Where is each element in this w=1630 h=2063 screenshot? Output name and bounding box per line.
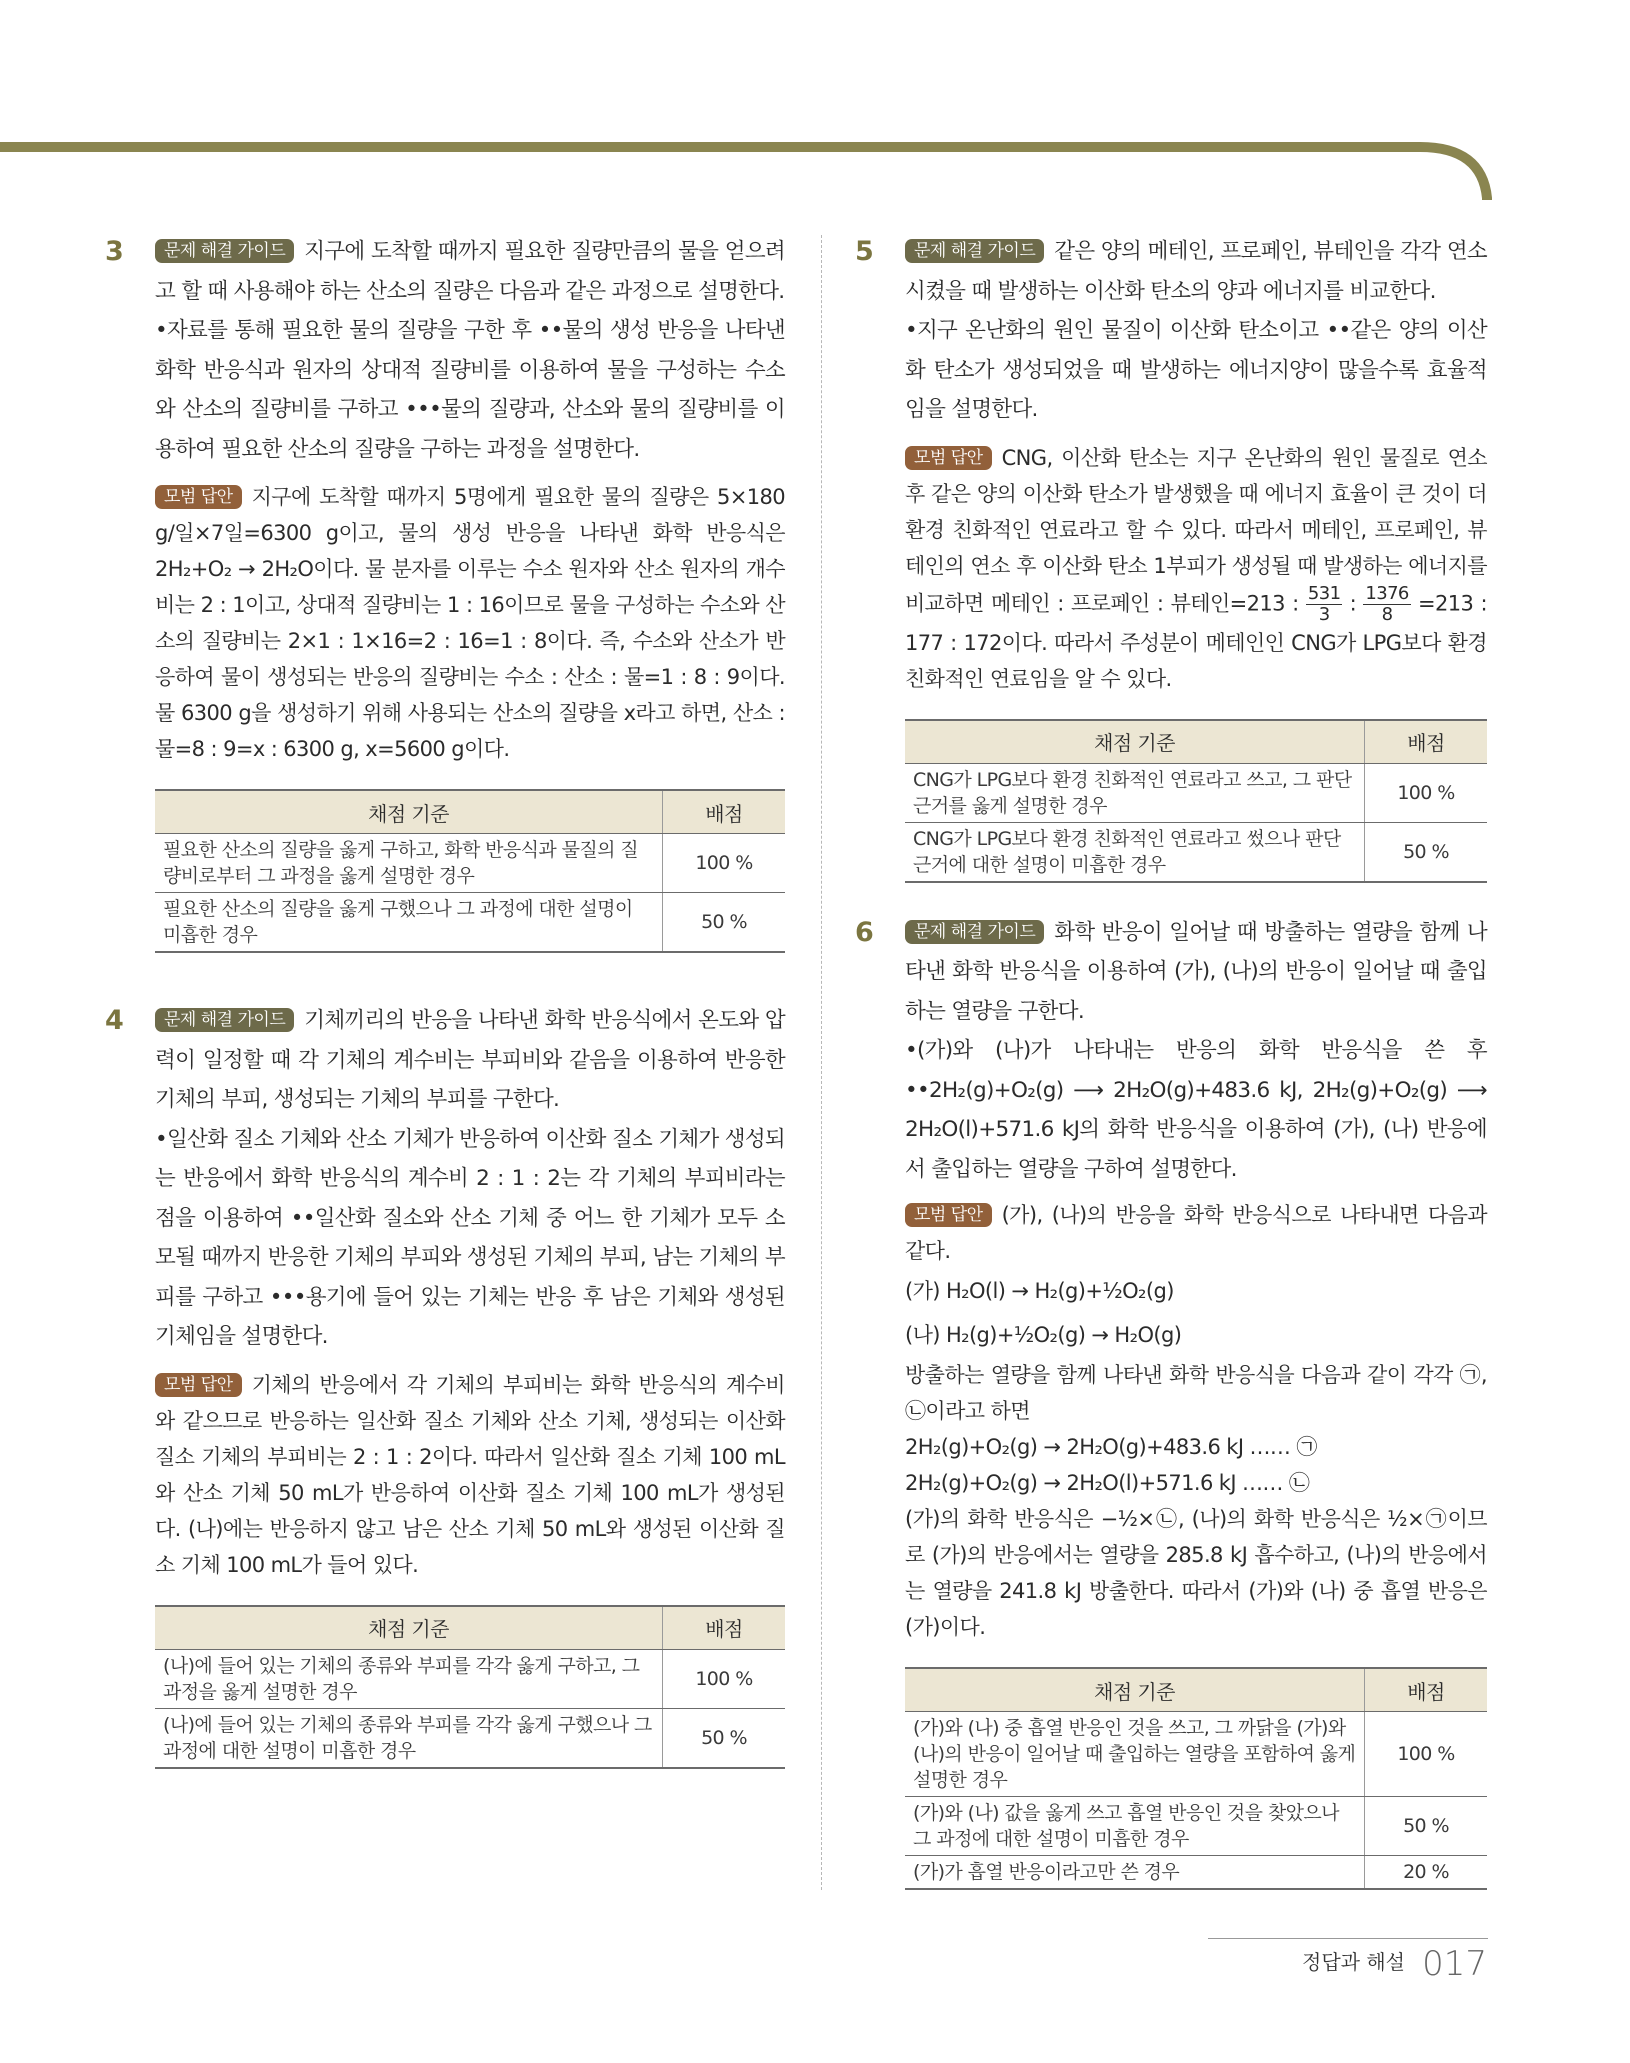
model-tag: 모범 답안 <box>905 1203 992 1227</box>
model-tag: 모범 답안 <box>155 485 242 509</box>
score-header: 배점 <box>663 790 786 834</box>
guide-paragraph: 문제 해결 가이드 화학 반응이 일어날 때 방출하는 열량을 함께 나타낸 화학 반응식을 이용하여 (가), (나)의 반응이 일어날 때 출입하는 열량을 구한다. <box>905 919 1487 1024</box>
guide-paragraph: 문제 해결 가이드 같은 양의 메테인, 프로페인, 뷰테인을 각각 연소시켰을 때 발생하는 이산화 탄소의 양과 에너지를 비교한다. <box>905 239 1487 304</box>
score-header: 배점 <box>1365 720 1488 764</box>
page-footer <box>1302 1944 1487 1984</box>
table-row: CNG가 LPG보다 환경 친화적인 연료라고 썼으나 판단 근거에 대한 설명이 미흡한 경우 50 % <box>905 822 1487 882</box>
score-header: 배점 <box>1365 1668 1488 1712</box>
equation-na: (나) H₂(g)+½O₂(g) → H₂O(g) <box>905 1323 1182 1347</box>
guide-steps: •(가)와 (나)가 나타내는 반응의 화학 반응식을 쓴 후 ••2H₂(g)+O₂(g) ⟶ 2H₂O(g)+483.6 kJ, 2H₂(g)+O₂(g) ⟶ 2H₂O(l)+571.6 kJ의 화학 반응식을 이용하여 (가), (나) 반응에서 출입하는 열량을 구하여 설명한다. <box>905 1038 1487 1182</box>
fraction: $\frac{1376}{8}$ <box>1365 582 1409 625</box>
model-answer: 모범 답안 CNG, 이산화 탄소는 지구 온난화의 원인 물질로 연소 후 같은 양의 이산화 탄소가 발생했을 때 에너지 효율이 큰 것이 더 환경 친화적인 연료라고 할 수 있다. 따라서 메테인, 프로페인, 뷰테인의 연소 후 이산화 탄소 1부피가 생성될 때 발생하는 에너지를 비교하면 메테인 : 프로페인 : 뷰테인=213 : $\frac{531}{3}$ : $\frac{1376}{8}$ =213 : 177 : 172이다. 따라서 주성분이 메테인인 CNG가 LPG보다 환경 친화적인 연료임을 알 수 있다. <box>905 445 1487 691</box>
guide-paragraph: 문제 해결 가이드 기체끼리의 반응을 나타낸 화학 반응식에서 온도와 압력이 일정할 때 각 기체의 계수비는 부피비와 같음을 이용하여 반응한 기체의 부피, 생성되는 기체의 부피를 구한다. <box>155 1008 785 1112</box>
question-number: 4 <box>105 1005 124 1036</box>
scoring-table <box>155 1605 785 1769</box>
table-row: (나)에 들어 있는 기체의 종류와 부피를 각각 옳게 구했으나 그 과정에 대한 설명이 미흡한 경우 50 % <box>155 1708 785 1768</box>
question-5 <box>855 232 1487 883</box>
table-row: 필요한 산소의 질량을 옳게 구하고, 화학 반응식과 물질의 질량비로부터 그 과정을 옳게 설명한 경우 100 % <box>155 834 785 893</box>
guide-steps: •자료를 통해 필요한 물의 질량을 구한 후 ••물의 생성 반응을 나타낸 화학 반응식과 원자의 상대적 질량비를 이용하여 물을 구성하는 수소와 산소의 질량비를 구하고 •••물의 질량과, 산소와 물의 질량비를 이용하여 필요한 산소의 질량을 구하는 과정을 설명한다. <box>155 318 785 462</box>
guide-tag: 문제 해결 가이드 <box>155 1008 294 1032</box>
question-number: 3 <box>105 236 124 267</box>
guide-steps: •지구 온난화의 원인 물질이 이산화 탄소이고 ••같은 양의 이산화 탄소가 생성되었을 때 발생하는 에너지양이 많을수록 효율적임을 설명한다. <box>905 318 1487 422</box>
table-row: (가)와 (나) 값을 옳게 쓰고 흡열 반응인 것을 찾았으나 그 과정에 대한 설명이 미흡한 경우 50 % <box>905 1797 1487 1856</box>
model-answer: 모범 답안 기체의 반응에서 각 기체의 부피비는 화학 반응식의 계수비와 같으므로 반응하는 일산화 질소 기체와 산소 기체, 생성되는 이산화 질소 기체의 부피비는 2 : 1 : 2이다. 따라서 일산화 질소 기체 100 mL와 산소 기체 50 mL가 반응하여 이산화 질소 기체 100 mL가 생성된다. (나)에는 반응하지 않고 남은 산소 기체 50 mL와 생성된 이산화 질소 기체 100 mL가 들어 있다. <box>155 1372 785 1577</box>
column-divider <box>821 235 822 1890</box>
scoring-table <box>905 1667 1487 1890</box>
model-tag: 모범 답안 <box>905 446 992 470</box>
criteria-header: 채점 기준 <box>905 720 1365 764</box>
guide-tag: 문제 해결 가이드 <box>905 920 1044 944</box>
question-4 <box>105 1001 785 1769</box>
question-number: 5 <box>855 236 874 267</box>
equation-ga: (가) H₂O(l) → H₂(g)+½O₂(g) <box>905 1279 1174 1303</box>
right-column <box>855 232 1487 1890</box>
criteria-header: 채점 기준 <box>155 790 663 834</box>
footer-label: 정답과 해설 <box>1302 1950 1405 1974</box>
guide-paragraph: 문제 해결 가이드 지구에 도착할 때까지 필요한 질량만큼의 물을 얻으려고 할 때 사용해야 하는 산소의 질량은 다음과 같은 과정으로 설명한다. <box>155 239 785 304</box>
model-tag: 모범 답안 <box>155 1373 242 1397</box>
equation-1: 2H₂(g)+O₂(g) → 2H₂O(g)+483.6 kJ …… ㉠ <box>905 1435 1317 1459</box>
model-answer: 모범 답안 (가), (나)의 반응을 화학 반응식으로 나타내면 다음과 같다. <box>905 1203 1487 1263</box>
fraction: $\frac{531}{3}$ <box>1307 582 1341 625</box>
criteria-header: 채점 기준 <box>155 1606 663 1650</box>
score-header: 배점 <box>663 1606 786 1650</box>
table-row: CNG가 LPG보다 환경 친화적인 연료라고 쓰고, 그 판단 근거를 옳게 설명한 경우 100 % <box>905 763 1487 822</box>
question-number: 6 <box>855 916 874 948</box>
page-number: 017 <box>1422 1944 1487 1984</box>
question-6 <box>855 913 1487 1891</box>
scoring-table <box>155 789 785 953</box>
table-row: (나)에 들어 있는 기체의 종류와 부피를 각각 옳게 구하고, 그 과정을 옳게 설명한 경우 100 % <box>155 1649 785 1708</box>
table-row: (가)가 흡열 반응이라고만 쓴 경우 20 % <box>905 1856 1487 1890</box>
left-column <box>105 232 785 1769</box>
guide-tag: 문제 해결 가이드 <box>905 239 1044 263</box>
footer-rule <box>1208 1938 1488 1939</box>
model-answer: 모범 답안 지구에 도착할 때까지 5명에게 필요한 물의 질량은 5×180 g/일×7일=6300 g이고, 물의 생성 반응을 나타낸 화학 반응식은 2H₂+O₂ → 2H₂O이다. 물 분자를 이루는 수소 원자와 산소 원자의 개수비는 2 : 1이고, 상대적 질량비는 1 : 16이므로 물을 구성하는 수소와 산소의 질량비는 2×1 : 1×16=2 : 16=1 : 8이다. 즉, 수소와 산소가 반응하여 물이 생성되는 반응의 질량비는 수소 : 산소 : 물=1 : 8 : 9이다. 물 6300 g을 생성하기 위해 사용되는 산소의 질량을 x라고 하면, 산소 : 물=8 : 9=x : 6300 g, x=5600 g이다. <box>155 485 785 761</box>
equation-2: 2H₂(g)+O₂(g) → 2H₂O(l)+571.6 kJ …… ㉡ <box>905 1471 1310 1495</box>
question-3 <box>105 232 785 953</box>
table-row: 필요한 산소의 질량을 옳게 구했으나 그 과정에 대한 설명이 미흡한 경우 50 % <box>155 893 785 953</box>
guide-steps: •일산화 질소 기체와 산소 기체가 반응하여 이산화 질소 기체가 생성되는 반응에서 화학 반응식의 계수비 2 : 1 : 2는 각 기체의 부피비라는 점을 이용하여 ••일산화 질소와 산소 기체 중 어느 한 기체가 모두 소모될 때까지 반응한 기체의 부피와 생성된 기체의 부피, 남는 기체의 부피를 구하고 •••용기에 들어 있는 기체는 반응 후 남은 기체와 생성된 기체임을 설명한다. <box>155 1126 785 1349</box>
table-row: (가)와 (나) 중 흡열 반응인 것을 쓰고, 그 까닭을 (가)와 (나)의 반응이 일어날 때 출입하는 열량을 포함하여 옳게 설명한 경우 100 % <box>905 1712 1487 1797</box>
guide-tag: 문제 해결 가이드 <box>155 239 294 263</box>
scoring-table <box>905 719 1487 883</box>
answer-middle: 방출하는 열량을 함께 나타낸 화학 반응식을 다음과 같이 각각 ㉠, ㉡이라고 하면 <box>905 1363 1487 1423</box>
header-decoration <box>0 0 1630 240</box>
answer-end: (가)의 화학 반응식은 −½×㉡, (나)의 화학 반응식은 ½×㉠이므로 (가)의 반응에서는 열량을 285.8 kJ 흡수하고, (나)의 반응에서는 열량을 241.8 kJ 방출한다. 따라서 (가)와 (나) 중 흡열 반응은 (가)이다. <box>905 1507 1487 1639</box>
criteria-header: 채점 기준 <box>905 1668 1365 1712</box>
